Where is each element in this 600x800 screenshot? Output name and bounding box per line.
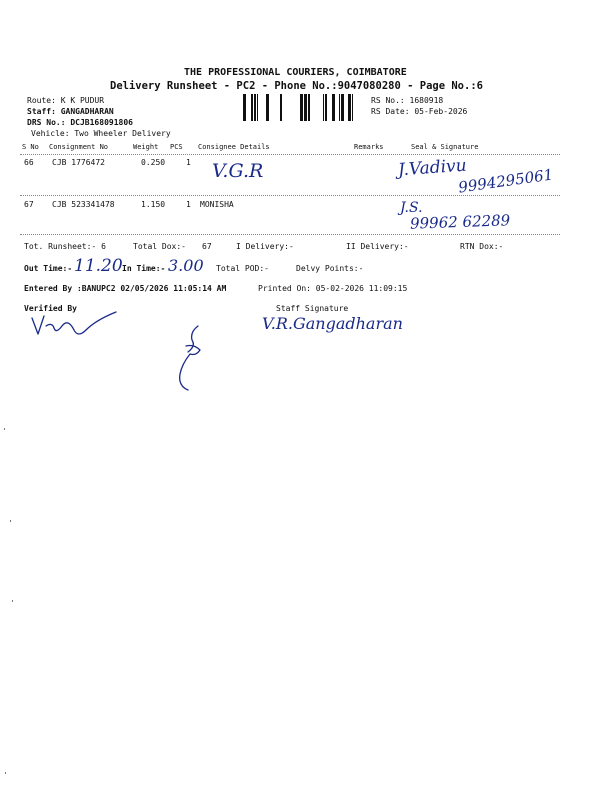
barcode-bar bbox=[308, 94, 310, 121]
row-rule bbox=[20, 195, 560, 196]
drs-number: DRS No.: DCJB168091806 bbox=[27, 118, 133, 127]
row-66-consignment: CJB 1776472 bbox=[52, 158, 105, 167]
rtn-dox: RTN Dox:- bbox=[460, 242, 504, 251]
barcode-bar bbox=[332, 94, 335, 121]
total-pod: Total POD:- bbox=[216, 264, 269, 273]
printed-on: Printed On: 05-02-2026 11:09:15 bbox=[258, 284, 408, 293]
total-runsheet: Tot. Runsheet:- 6 bbox=[24, 242, 106, 251]
barcode-bar bbox=[251, 94, 253, 121]
row-66-sno: 66 bbox=[24, 158, 34, 167]
barcode-bar bbox=[325, 94, 327, 121]
barcode-bar bbox=[243, 94, 246, 121]
staff-signature-label: Staff Signature bbox=[276, 304, 349, 313]
barcode-bar bbox=[348, 94, 351, 121]
verified-by-label: Verified By bbox=[24, 304, 77, 313]
row-66-weight: 0.250 bbox=[141, 158, 166, 167]
in-time-label: In Time:- bbox=[122, 264, 166, 273]
out-time-handwriting: 11.20 bbox=[74, 256, 123, 276]
col-pcs: PCS bbox=[170, 143, 183, 151]
barcode-bar bbox=[341, 94, 344, 121]
col-seal-signature: Seal & Signature bbox=[411, 143, 479, 151]
row-66-consignee-handwriting: V.G.R bbox=[212, 160, 264, 182]
staff: Staff: GANGADHARAN bbox=[27, 107, 114, 116]
i-delivery: I Delivery:- bbox=[236, 242, 294, 251]
row-67-sno: 67 bbox=[24, 200, 34, 209]
col-weight: Weight bbox=[133, 143, 159, 151]
verified-by-signature bbox=[28, 310, 118, 340]
barcode-bar bbox=[266, 94, 269, 121]
in-time-handwriting: 3.00 bbox=[168, 256, 204, 275]
route: Route: K K PUDUR bbox=[27, 96, 105, 105]
scan-speck bbox=[10, 520, 11, 522]
row-67-phone-handwriting: 99962 62289 bbox=[409, 211, 511, 233]
out-time-label: Out Time:- bbox=[24, 264, 73, 273]
barcode-image bbox=[240, 94, 368, 121]
total-dox-label: Total Dox:- bbox=[133, 242, 186, 251]
barcode-bar bbox=[300, 94, 303, 121]
col-consignment: Consignment No bbox=[49, 143, 109, 151]
rs-date: RS Date: 05-Feb-2026 bbox=[371, 107, 468, 116]
header-rule bbox=[20, 154, 560, 155]
staff-signature-handwriting: V.R.Gangadharan bbox=[262, 314, 403, 333]
row-67-consignment: CJB 523341478 bbox=[52, 200, 115, 209]
entered-by: Entered By :BANUPC2 02/05/2026 11:05:14 AM bbox=[24, 284, 227, 293]
row-67-consignee: MONISHA bbox=[200, 200, 234, 209]
row-66-pcs: 1 bbox=[186, 158, 191, 167]
barcode-bar bbox=[280, 94, 282, 121]
row-66-phone-handwriting: 9994295061 bbox=[457, 165, 555, 197]
row-67-weight: 1.150 bbox=[141, 200, 166, 209]
barcode-bar bbox=[339, 94, 340, 121]
company-name: THE PROFESSIONAL COURIERS, COIMBATORE bbox=[184, 67, 407, 78]
row-66-seal-handwriting: J.Vadivu bbox=[397, 155, 468, 181]
col-remarks: Remarks bbox=[354, 143, 384, 151]
table-bottom-rule bbox=[20, 234, 560, 235]
row-67-seal-handwriting: J.S. bbox=[400, 200, 423, 216]
delivery-points: Delvy Points:- bbox=[296, 264, 364, 273]
supervisor-signature bbox=[168, 322, 218, 392]
runsheet-title: Delivery Runsheet - PC2 - Phone No.:9047080280 - Page No.:6 bbox=[110, 80, 483, 92]
barcode-bar bbox=[352, 94, 353, 121]
barcode-bar bbox=[257, 94, 258, 121]
row-67-pcs: 1 bbox=[186, 200, 191, 209]
ii-delivery: II Delivery:- bbox=[346, 242, 409, 251]
barcode-bar bbox=[323, 94, 324, 121]
scan-speck bbox=[12, 600, 13, 602]
barcode-bar bbox=[254, 94, 256, 121]
barcode-bar bbox=[304, 94, 307, 121]
total-dox-value: 67 bbox=[202, 242, 212, 251]
scan-speck bbox=[4, 428, 5, 430]
col-sno: S No bbox=[22, 143, 39, 151]
vehicle: Vehicle: Two Wheeler Delivery bbox=[31, 129, 171, 138]
scan-speck bbox=[5, 772, 6, 774]
rs-number: RS No.: 1680918 bbox=[371, 96, 444, 105]
col-consignee: Consignee Details bbox=[198, 143, 270, 151]
